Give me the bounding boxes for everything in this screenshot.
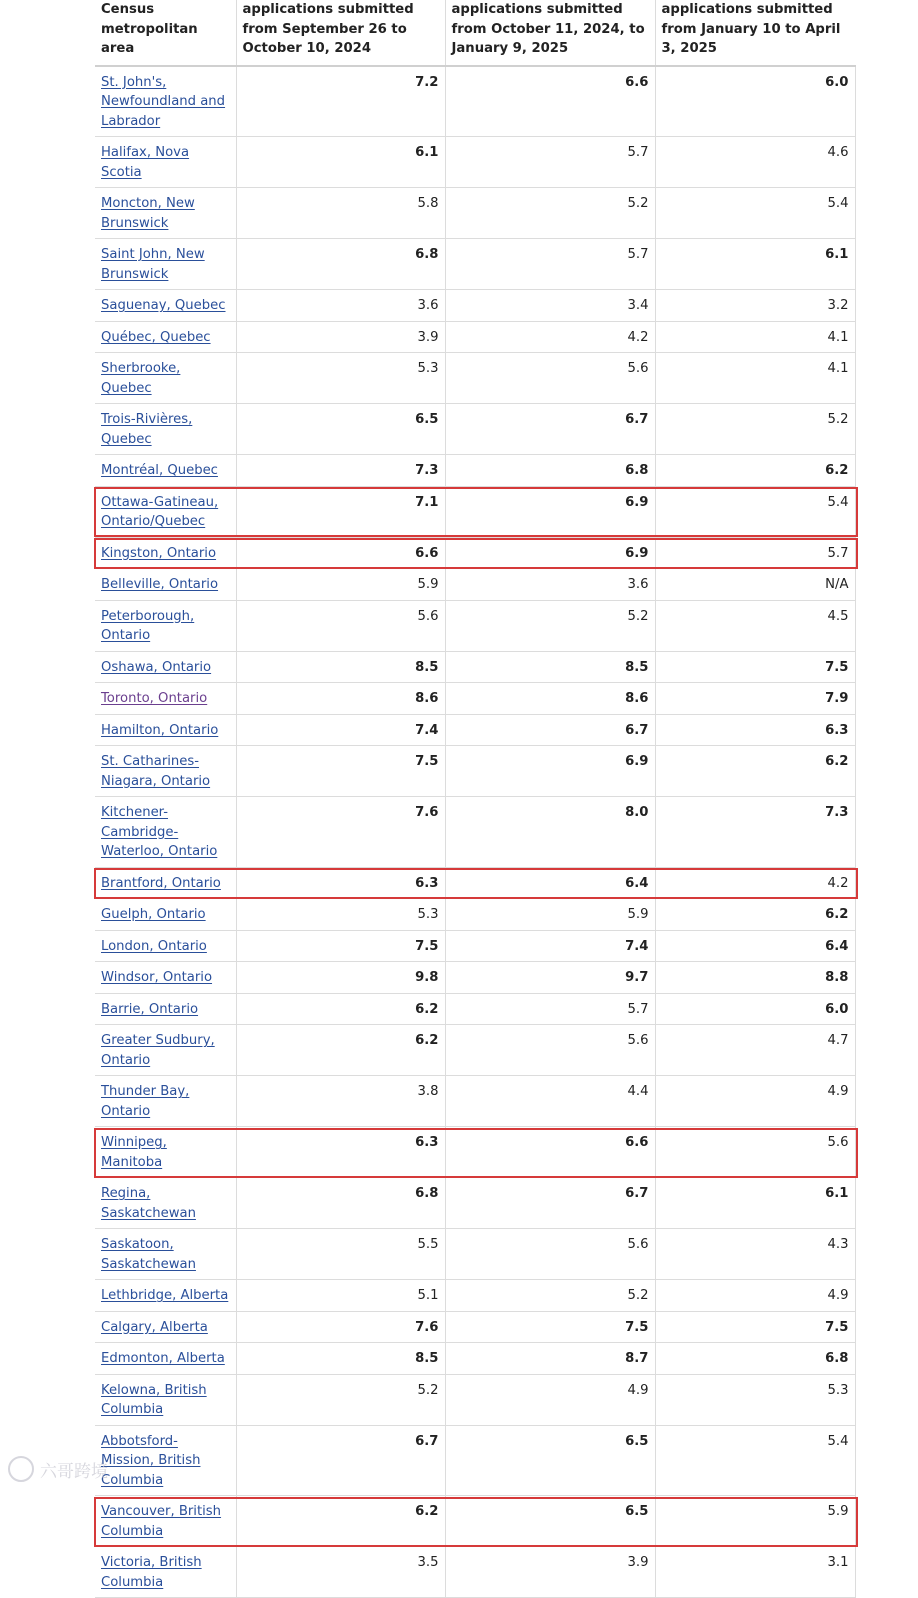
area-link[interactable]: Kingston, Ontario bbox=[101, 545, 217, 561]
value-cell-period-3: 4.9 bbox=[655, 1076, 855, 1127]
area-cell bbox=[95, 651, 236, 683]
value-cell-period-2: 5.9 bbox=[445, 899, 655, 931]
table-row bbox=[95, 486, 855, 537]
table-row bbox=[95, 899, 855, 931]
area-cell bbox=[95, 537, 236, 569]
value-cell-period-2: 7.4 bbox=[445, 930, 655, 962]
value-cell-period-2: 5.2 bbox=[445, 188, 655, 239]
value-cell-period-1: 5.6 bbox=[236, 600, 445, 651]
area-link[interactable]: Peterborough, Ontario bbox=[101, 608, 195, 643]
value-cell-period-3: 4.6 bbox=[655, 137, 855, 188]
table-row bbox=[95, 867, 855, 899]
area-link[interactable]: Ottawa-Gatineau, Ontario/Quebec bbox=[101, 494, 219, 529]
value-cell-period-2: 6.9 bbox=[445, 486, 655, 537]
area-cell bbox=[95, 1076, 236, 1127]
area-cell bbox=[95, 899, 236, 931]
value-cell-period-2: 6.4 bbox=[445, 867, 655, 899]
value-cell-period-2: 3.9 bbox=[445, 1547, 655, 1598]
area-link[interactable]: Québec, Quebec bbox=[101, 329, 211, 345]
area-link[interactable]: Saint John, New Brunswick bbox=[101, 247, 205, 282]
table-row bbox=[95, 137, 855, 188]
value-cell-period-1: 5.9 bbox=[236, 569, 445, 601]
area-link[interactable]: Belleville, Ontario bbox=[101, 577, 219, 592]
value-cell-period-3: 4.2 bbox=[655, 867, 855, 899]
value-cell-period-3: 6.8 bbox=[655, 1343, 855, 1375]
area-cell bbox=[95, 569, 236, 601]
value-cell-period-3: 5.9 bbox=[655, 1496, 855, 1547]
value-cell-period-3: 6.4 bbox=[655, 930, 855, 962]
area-link[interactable]: Winnipeg, Manitoba bbox=[101, 1135, 167, 1170]
value-cell-period-2: 6.6 bbox=[445, 1127, 655, 1178]
area-cell bbox=[95, 962, 236, 994]
value-cell-period-2: 6.5 bbox=[445, 1425, 655, 1496]
value-cell-period-3: 7.3 bbox=[655, 797, 855, 868]
value-cell-period-1: 6.3 bbox=[236, 867, 445, 899]
table-row bbox=[95, 1311, 855, 1343]
table-row bbox=[95, 321, 855, 353]
value-cell-period-1: 6.2 bbox=[236, 1496, 445, 1547]
table-body bbox=[95, 66, 855, 1598]
value-cell-period-3: 8.8 bbox=[655, 962, 855, 994]
area-link[interactable]: Edmonton, Alberta bbox=[101, 1351, 225, 1366]
table-row bbox=[95, 714, 855, 746]
table-row bbox=[95, 1076, 855, 1127]
value-cell-period-1: 7.4 bbox=[236, 714, 445, 746]
unemployment-table bbox=[95, 0, 856, 1598]
area-link[interactable]: Oshawa, Ontario bbox=[101, 659, 212, 675]
value-cell-period-1: 3.6 bbox=[236, 290, 445, 322]
table-row bbox=[95, 455, 855, 487]
value-cell-period-3: 3.1 bbox=[655, 1547, 855, 1598]
table-row bbox=[95, 930, 855, 962]
value-cell-period-3: 5.6 bbox=[655, 1127, 855, 1178]
value-cell-period-2: 5.6 bbox=[445, 353, 655, 404]
value-cell-period-2: 5.7 bbox=[445, 239, 655, 290]
value-cell-period-1: 6.3 bbox=[236, 1127, 445, 1178]
area-link[interactable]: Toronto, Ontario bbox=[101, 691, 208, 706]
value-cell-period-1: 7.5 bbox=[236, 746, 445, 797]
area-link[interactable]: St. Catharines-Niagara, Ontario bbox=[101, 754, 211, 789]
header-row bbox=[95, 0, 855, 66]
value-cell-period-1: 8.6 bbox=[236, 683, 445, 715]
area-link[interactable]: Brantford, Ontario bbox=[101, 875, 221, 891]
table-row bbox=[95, 239, 855, 290]
value-cell-period-1: 5.2 bbox=[236, 1374, 445, 1425]
area-link[interactable]: Sherbrooke, Quebec bbox=[101, 361, 181, 396]
value-cell-period-3: 3.2 bbox=[655, 290, 855, 322]
table-row bbox=[95, 1343, 855, 1375]
area-cell bbox=[95, 1374, 236, 1425]
area-cell bbox=[95, 1425, 236, 1496]
value-cell-period-3: 4.9 bbox=[655, 1280, 855, 1312]
value-cell-period-2: 3.4 bbox=[445, 290, 655, 322]
value-cell-period-3: 6.1 bbox=[655, 1178, 855, 1229]
area-cell bbox=[95, 683, 236, 715]
table-row bbox=[95, 993, 855, 1025]
table-row bbox=[95, 66, 855, 137]
value-cell-period-1: 5.3 bbox=[236, 353, 445, 404]
area-cell bbox=[95, 1229, 236, 1280]
value-cell-period-2: 8.0 bbox=[445, 797, 655, 868]
area-cell bbox=[95, 404, 236, 455]
area-link[interactable]: Kitchener-Cambridge-Waterloo, Ontario bbox=[101, 805, 218, 859]
value-cell-period-3: 4.3 bbox=[655, 1229, 855, 1280]
value-cell-period-3: 6.2 bbox=[655, 746, 855, 797]
value-cell-period-1: 5.5 bbox=[236, 1229, 445, 1280]
area-cell bbox=[95, 867, 236, 899]
area-cell bbox=[95, 455, 236, 487]
value-cell-period-2: 5.2 bbox=[445, 1280, 655, 1312]
table-wrapper bbox=[95, 0, 855, 1598]
area-link[interactable]: Kelowna, British Columbia bbox=[101, 1382, 207, 1417]
area-link[interactable]: Regina, Saskatchewan bbox=[101, 1186, 196, 1221]
area-cell bbox=[95, 600, 236, 651]
value-cell-period-1: 6.7 bbox=[236, 1425, 445, 1496]
value-cell-period-3: 6.0 bbox=[655, 993, 855, 1025]
watermark-text: 六哥跨境 bbox=[40, 1461, 108, 1482]
area-cell bbox=[95, 290, 236, 322]
value-cell-period-1: 6.2 bbox=[236, 993, 445, 1025]
value-cell-period-3: 6.0 bbox=[655, 66, 855, 137]
table-row bbox=[95, 651, 855, 683]
value-cell-period-3: 6.2 bbox=[655, 455, 855, 487]
value-cell-period-2: 4.4 bbox=[445, 1076, 655, 1127]
area-cell bbox=[95, 137, 236, 188]
value-cell-period-1: 6.8 bbox=[236, 1178, 445, 1229]
header-period-2: applications submitted from October 11, 2024, to January 9, 2025 bbox=[445, 0, 655, 66]
area-cell bbox=[95, 1280, 236, 1312]
area-link[interactable]: Barrie, Ontario bbox=[101, 1001, 199, 1017]
table-row bbox=[95, 1178, 855, 1229]
value-cell-period-3: 5.2 bbox=[655, 404, 855, 455]
value-cell-period-2: 6.8 bbox=[445, 455, 655, 487]
table-row bbox=[95, 1374, 855, 1425]
value-cell-period-3: 5.7 bbox=[655, 537, 855, 569]
table-row bbox=[95, 569, 855, 601]
value-cell-period-2: 6.6 bbox=[445, 66, 655, 137]
value-cell-period-1: 9.8 bbox=[236, 962, 445, 994]
value-cell-period-2: 5.6 bbox=[445, 1025, 655, 1076]
value-cell-period-3: 5.4 bbox=[655, 1425, 855, 1496]
area-cell bbox=[95, 1025, 236, 1076]
value-cell-period-2: 6.9 bbox=[445, 537, 655, 569]
value-cell-period-3: 6.1 bbox=[655, 239, 855, 290]
table-row bbox=[95, 537, 855, 569]
value-cell-period-1: 6.2 bbox=[236, 1025, 445, 1076]
value-cell-period-2: 6.7 bbox=[445, 1178, 655, 1229]
area-cell bbox=[95, 188, 236, 239]
table-row bbox=[95, 683, 855, 715]
area-link[interactable]: Windsor, Ontario bbox=[101, 970, 213, 985]
value-cell-period-2: 4.9 bbox=[445, 1374, 655, 1425]
value-cell-period-1: 5.3 bbox=[236, 899, 445, 931]
table-row bbox=[95, 600, 855, 651]
watermark bbox=[8, 1456, 108, 1482]
value-cell-period-1: 7.5 bbox=[236, 930, 445, 962]
area-cell bbox=[95, 321, 236, 353]
value-cell-period-1: 7.1 bbox=[236, 486, 445, 537]
table-row bbox=[95, 1025, 855, 1076]
value-cell-period-1: 8.5 bbox=[236, 651, 445, 683]
value-cell-period-1: 3.9 bbox=[236, 321, 445, 353]
value-cell-period-1: 7.6 bbox=[236, 797, 445, 868]
area-cell bbox=[95, 993, 236, 1025]
area-cell bbox=[95, 1311, 236, 1343]
area-link[interactable]: Calgary, Alberta bbox=[101, 1319, 208, 1335]
area-link[interactable]: Thunder Bay, Ontario bbox=[101, 1084, 190, 1119]
value-cell-period-2: 3.6 bbox=[445, 569, 655, 601]
area-cell bbox=[95, 66, 236, 137]
value-cell-period-1: 3.5 bbox=[236, 1547, 445, 1598]
table-header bbox=[95, 0, 855, 66]
value-cell-period-3: 4.5 bbox=[655, 600, 855, 651]
table-row bbox=[95, 1425, 855, 1496]
value-cell-period-2: 5.6 bbox=[445, 1229, 655, 1280]
header-period-1: applications submitted from September 26 to October 10, 2024 bbox=[236, 0, 445, 66]
table-row bbox=[95, 1280, 855, 1312]
area-link[interactable]: Guelph, Ontario bbox=[101, 907, 206, 922]
value-cell-period-1: 6.5 bbox=[236, 404, 445, 455]
area-cell bbox=[95, 714, 236, 746]
value-cell-period-3: 6.2 bbox=[655, 899, 855, 931]
area-link[interactable]: Greater Sudbury, Ontario bbox=[101, 1033, 215, 1068]
value-cell-period-1: 6.6 bbox=[236, 537, 445, 569]
value-cell-period-3: 7.5 bbox=[655, 651, 855, 683]
area-cell bbox=[95, 746, 236, 797]
value-cell-period-1: 3.8 bbox=[236, 1076, 445, 1127]
table-row bbox=[95, 797, 855, 868]
value-cell-period-2: 4.2 bbox=[445, 321, 655, 353]
area-link[interactable]: Lethbridge, Alberta bbox=[101, 1288, 229, 1303]
value-cell-period-1: 7.2 bbox=[236, 66, 445, 137]
value-cell-period-2: 9.7 bbox=[445, 962, 655, 994]
value-cell-period-1: 7.3 bbox=[236, 455, 445, 487]
area-cell bbox=[95, 239, 236, 290]
area-link[interactable]: London, Ontario bbox=[101, 938, 207, 954]
value-cell-period-1: 6.8 bbox=[236, 239, 445, 290]
value-cell-period-2: 6.5 bbox=[445, 1496, 655, 1547]
table-row bbox=[95, 746, 855, 797]
area-link[interactable]: Victoria, British Columbia bbox=[101, 1555, 202, 1590]
area-cell bbox=[95, 486, 236, 537]
value-cell-period-1: 8.5 bbox=[236, 1343, 445, 1375]
area-link[interactable]: Vancouver, British Columbia bbox=[101, 1504, 222, 1539]
table-row bbox=[95, 1127, 855, 1178]
value-cell-period-3: 7.9 bbox=[655, 683, 855, 715]
table-row bbox=[95, 188, 855, 239]
value-cell-period-1: 5.8 bbox=[236, 188, 445, 239]
value-cell-period-3: 5.3 bbox=[655, 1374, 855, 1425]
area-cell bbox=[95, 353, 236, 404]
area-cell bbox=[95, 1343, 236, 1375]
area-link[interactable]: Montréal, Quebec bbox=[101, 463, 218, 478]
table-row bbox=[95, 1229, 855, 1280]
header-area: Census metropolitan area bbox=[95, 0, 236, 66]
value-cell-period-3: 4.7 bbox=[655, 1025, 855, 1076]
area-cell bbox=[95, 1547, 236, 1598]
area-link[interactable]: Abbotsford-Mission, British Columbia bbox=[101, 1433, 201, 1488]
value-cell-period-2: 8.7 bbox=[445, 1343, 655, 1375]
area-link[interactable]: Saskatoon, Saskatchewan bbox=[101, 1237, 196, 1272]
table-row bbox=[95, 1547, 855, 1598]
value-cell-period-2: 6.7 bbox=[445, 714, 655, 746]
table-row bbox=[95, 290, 855, 322]
value-cell-period-3: 7.5 bbox=[655, 1311, 855, 1343]
table-row bbox=[95, 1496, 855, 1547]
value-cell-period-3: N/A bbox=[655, 569, 855, 601]
value-cell-period-3: 5.4 bbox=[655, 486, 855, 537]
area-link[interactable]: Moncton, New Brunswick bbox=[101, 196, 195, 231]
area-cell bbox=[95, 1178, 236, 1229]
value-cell-period-3: 6.3 bbox=[655, 714, 855, 746]
area-link[interactable]: Halifax, Nova Scotia bbox=[101, 145, 190, 180]
area-cell bbox=[95, 797, 236, 868]
value-cell-period-2: 6.9 bbox=[445, 746, 655, 797]
area-cell bbox=[95, 930, 236, 962]
area-link[interactable]: Saguenay, Quebec bbox=[101, 298, 226, 313]
area-link[interactable]: St. John's, Newfoundland and Labrador bbox=[101, 74, 226, 129]
value-cell-period-3: 5.4 bbox=[655, 188, 855, 239]
value-cell-period-3: 4.1 bbox=[655, 321, 855, 353]
value-cell-period-2: 5.2 bbox=[445, 600, 655, 651]
table-row bbox=[95, 962, 855, 994]
value-cell-period-2: 7.5 bbox=[445, 1311, 655, 1343]
area-cell bbox=[95, 1496, 236, 1547]
value-cell-period-2: 8.6 bbox=[445, 683, 655, 715]
value-cell-period-2: 8.5 bbox=[445, 651, 655, 683]
header-period-3: applications submitted from January 10 to April 3, 2025 bbox=[655, 0, 855, 66]
table-row bbox=[95, 404, 855, 455]
area-link[interactable]: Trois-Rivières, Quebec bbox=[101, 412, 193, 447]
area-link[interactable]: Hamilton, Ontario bbox=[101, 722, 219, 738]
value-cell-period-2: 5.7 bbox=[445, 993, 655, 1025]
value-cell-period-3: 4.1 bbox=[655, 353, 855, 404]
area-cell bbox=[95, 1127, 236, 1178]
watermark-logo-icon bbox=[8, 1456, 34, 1482]
value-cell-period-1: 7.6 bbox=[236, 1311, 445, 1343]
value-cell-period-2: 6.7 bbox=[445, 404, 655, 455]
value-cell-period-2: 5.7 bbox=[445, 137, 655, 188]
table-row bbox=[95, 353, 855, 404]
value-cell-period-1: 6.1 bbox=[236, 137, 445, 188]
value-cell-period-1: 5.1 bbox=[236, 1280, 445, 1312]
